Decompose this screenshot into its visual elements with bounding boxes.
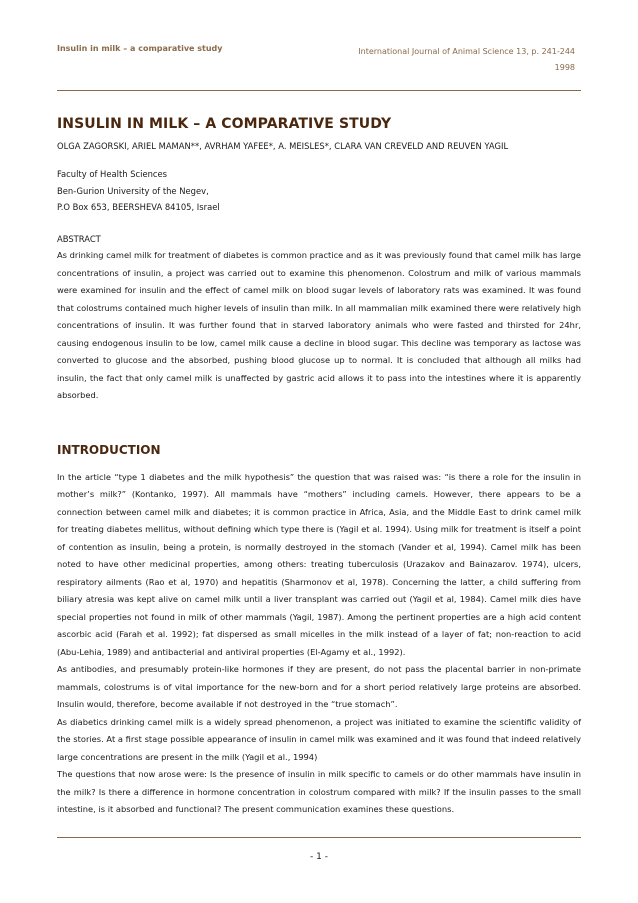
journal-year: 1998 bbox=[554, 63, 575, 72]
intro-paragraph: The questions that now arose were: Is the presence of insulin in milk specific to camels or do other mammals have insulin in the milk? Is there a difference in hormone concentration in colostrum compared with milk? If the insulin passes to the small intestine, is it absorbed and functional? The present communication examines these questions. bbox=[57, 769, 581, 814]
footer-rule bbox=[57, 837, 581, 838]
affiliation-line: Ben-Gurion University of the Negev, bbox=[57, 185, 209, 196]
affiliation-line: Faculty of Health Sciences bbox=[57, 169, 168, 179]
intro-paragraph: As antibodies, and presumably protein-like hormones if they are present, do not pass the placental barrier in non-primate mammals, colostrums is of vital importance for the new-born and for a short period relatively large proteins are absorbed. Insulin would, therefore, become available if not destroyed in the “true stomach”. bbox=[57, 664, 581, 709]
journal-name: International Journal of Animal Science 13, p. 241-244 bbox=[358, 47, 575, 56]
author-list: OLGA ZAGORSKI, ARIEL MAMAN**, AVRHAM YAFEE*, A. MEISLES*, CLARA VAN CREVELD AND REUVEN YAGIL bbox=[57, 141, 509, 151]
affiliation-line: P.O Box 653, BEERSHEVA 84105, Israel bbox=[57, 202, 220, 212]
header-rule bbox=[57, 90, 581, 91]
intro-paragraph: As diabetics drinking camel milk is a widely spread phenomenon, a project was initiated to examine the scientific validity of the stories. At a first stage possible appearance of insulin in camel milk was examined and it was found that indeed relatively large concentrations are present in the milk (Yagil et al., 1994) bbox=[57, 716, 581, 762]
paper-title: INSULIN IN MILK – A COMPARATIVE STUDY bbox=[57, 116, 392, 132]
page-number: - 1 - bbox=[310, 852, 328, 862]
abstract-text: As drinking camel milk for treatment of diabetes is common practice and as it was previously found that camel milk has large concentrations of insulin, a project was carried out to examine this phenomenon. Colostrum and milk of various mammals were examined for insulin and the effect of camel milk on blood sugar levels of laboratory rats was examined. It was found that colostrums contained much higher levels of insulin than milk. In all mammalian milk examined there were relatively high concentrations of insulin. It was further found that in starved laboratory animals who were fasted and thirsted for 24hr, causing endogenous insulin to be low, camel milk cause a decline in blood sugar. This decline was temporary as lactose was converted to glucose and the absorbed, pushing blood glucose up to normal. It is concluded that although all milks had insulin, the fact that only camel milk is unaffected by gastric acid allows it to pass into the intestines where it is apparently absorbed. bbox=[57, 250, 581, 400]
running-title: Insulin in milk – a comparative study bbox=[57, 44, 223, 53]
intro-paragraph: In the article “type 1 diabetes and the milk hypothesis” the question that was raised was: “is there a role for the insulin in mother’s milk?” (Kontanko, 1997). All mammals have “mothers” including camels. However, there appears to be a connection between camel milk and diabetes; it is common practice in Africa, Asia, and the Middle East to drink camel milk for treating diabetes mellitus, without defining which type there is (Yagil et al. 1994). Using milk for treatment is itself a point of contention as insulin, being a protein, is normally destroyed in the stomach (Vander et al, 1994). Camel milk has been noted to have other medicinal properties, among others: treating tuberculosis (Urazakov and Bainazarov. 1974), ulcers, respiratory ailments (Rao et al, 1970) and hepatitis (Sharmonov et al, 1978). Concerning the latter, a child suffering from biliary atresia was kept alive on camel milk until a liver transplant was carried out (Yagil et al, 1984). Camel milk dies have special properties not found in milk of other mammals (Yagil, 1987). Among the pertinent properties are a high acid content ascorbic acid (Farah et al. 1992); fat dispersed as small micelles in the milk instead of a layer of fat; non-reaction to acid (Abu-Lehia, 1989) and antibacterial and antiviral properties (El-Agamy et al., 1992). bbox=[57, 471, 581, 657]
affiliation bbox=[57, 166, 581, 216]
section-heading-introduction: INTRODUCTION bbox=[57, 442, 161, 457]
paper-body bbox=[57, 116, 581, 819]
abstract-label: ABSTRACT bbox=[57, 233, 101, 244]
journal-citation bbox=[315, 44, 575, 76]
